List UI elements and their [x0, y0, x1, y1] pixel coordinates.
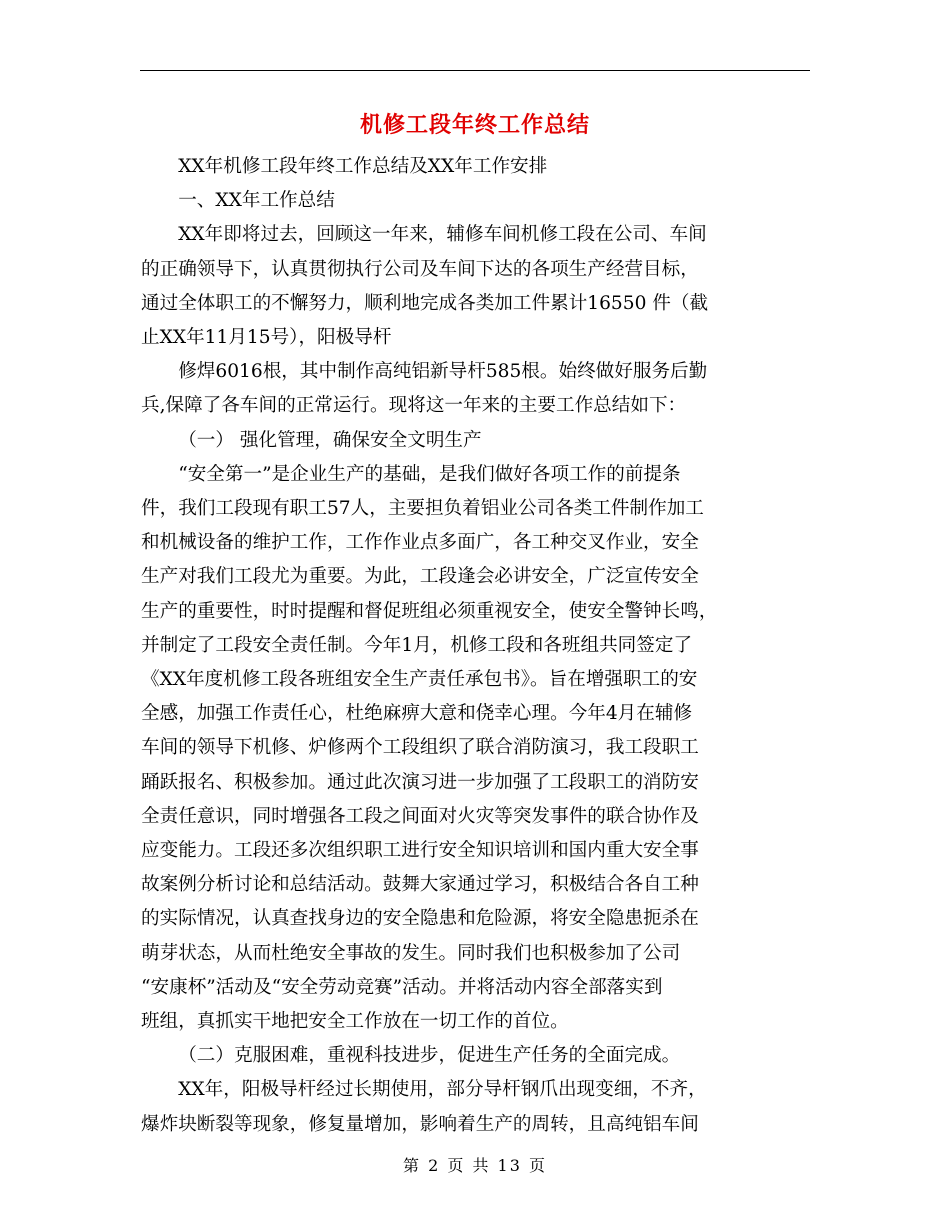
text-line: XX年，阳极导杆经过长期使用，部分导杆钢爪出现变细，不齐， — [178, 1079, 707, 1101]
body-lines — [141, 150, 811, 1142]
text-line: 班组，真抓实干地把安全工作放在一切工作的首位。 — [141, 1011, 569, 1033]
section-heading: （一） 强化管理，确保安全文明生产 — [178, 429, 482, 451]
text-line: XX年机修工段年终工作总结及XX年工作安排 — [178, 156, 548, 177]
text-line: 一、XX年工作总结 — [178, 190, 335, 212]
text-line: 全责任意识，同时增强各工段之间面对火灾等突发事件的联合协作及 — [141, 805, 699, 827]
document-title: 机修工段年终工作总结 — [359, 112, 590, 138]
page-number-footer: 第 2 页 共 13 页 — [403, 1156, 547, 1175]
text-line: 件，我们工段现有职工57人，主要担负着铝业公司各类工件制作加工 — [141, 498, 704, 520]
text-line: 止XX年11月15号），阳极导杆 — [141, 327, 392, 349]
text-line: 的正确领导下，认真贯彻执行公司及车间下达的各项生产经营目标， — [141, 258, 699, 280]
text-line: 故案例分析讨论和总结活动。鼓舞大家通过学习，积极结合各自工种 — [141, 874, 699, 896]
text-line: 兵,保障了各车间的正常运行。现将这一年来的主要工作总结如下： — [141, 395, 687, 417]
text-line: 并制定了工段安全责任制。今年1月，机修工段和各班组共同签定了 — [141, 634, 693, 656]
text-line: 全感，加强工作责任心，杜绝麻痹大意和侥幸心理。今年4月在辅修 — [141, 703, 693, 725]
document-body — [141, 150, 811, 1142]
text-line: 爆炸块断裂等现象，修复量增加，影响着生产的周转，且高纯铝车间 — [141, 1113, 699, 1135]
text-line: XX年即将过去，回顾这一年来，辅修车间机修工段在公司、车间 — [178, 224, 707, 246]
text-line: 应变能力。工段还多次组织职工进行安全知识培训和国内重大安全事 — [141, 840, 699, 862]
text-line: “安全第一”是企业生产的基础，是我们做好各项工作的前提条 — [178, 463, 681, 485]
text-line: 和机械设备的维护工作，工作作业点多面广，各工种交叉作业，安全 — [141, 532, 699, 554]
text-line: 修焊6016根，其中制作高纯铝新导杆585根。始终做好服务后勤 — [178, 361, 708, 383]
text-line: 车间的领导下机修、炉修两个工段组织了联合消防演习，我工段职工 — [141, 737, 699, 759]
text-line: 生产对我们工段尤为重要。为此，工段逢会必讲安全，广泛宣传安全 — [141, 566, 699, 588]
text-line: 萌芽状态，从而杜绝安全事故的发生。同时我们也积极参加了公司 — [141, 942, 681, 964]
text-line: 生产的重要性，时时提醒和督促班组必须重视安全，使安全警钟长鸣， — [141, 600, 718, 622]
text-line: 的实际情况，认真查找身边的安全隐患和危险源，将安全隐患扼杀在 — [141, 908, 699, 930]
section-heading: （二）克服困难，重视科技进步，促进生产任务的全面完成。 — [178, 1045, 681, 1067]
text-line: “安康杯”活动及“安全劳动竞赛”活动。并将活动内容全部落实到 — [141, 976, 663, 998]
text-line: 通过全体职工的不懈努力，顺利地完成各类加工件累计16550 件（截 — [141, 292, 709, 314]
text-line: 踊跃报名、积极参加。通过此次演习进一步加强了工段职工的消防安 — [141, 771, 699, 793]
text-line: 《XX年度机修工段各班组安全生产责任承包书》。旨在增强职工的安 — [141, 669, 698, 691]
header-rule — [140, 70, 810, 71]
